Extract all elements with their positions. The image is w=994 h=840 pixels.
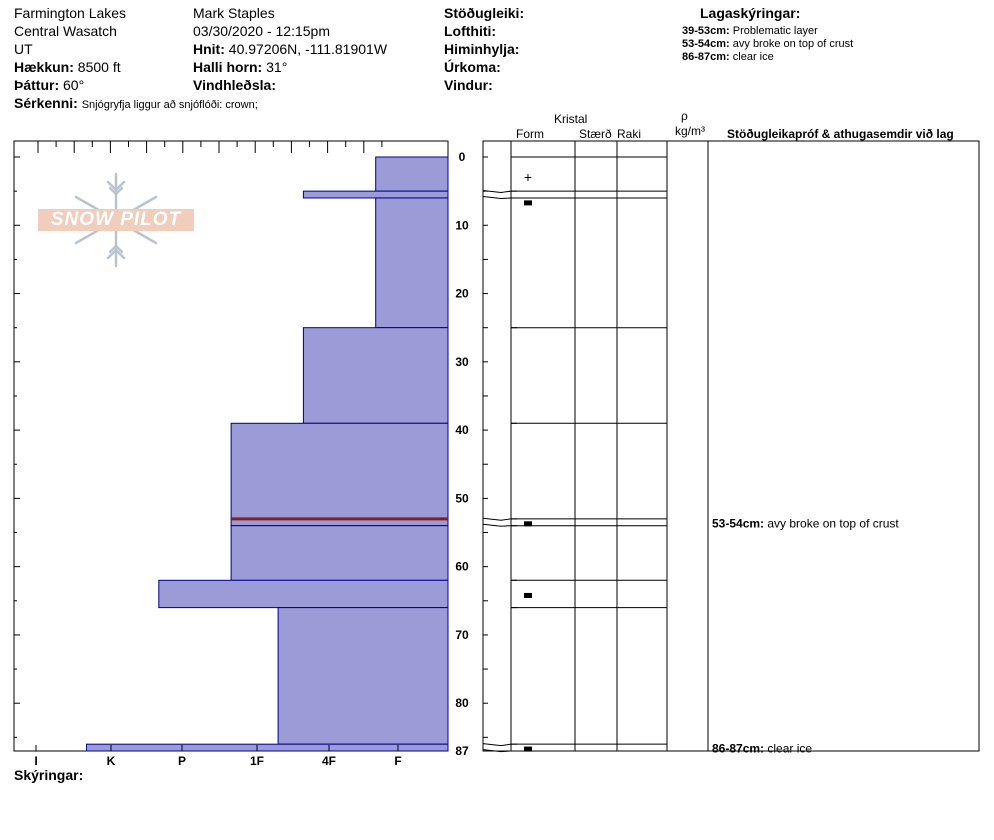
thin-layer-connector [483, 524, 511, 526]
legend-item-text: Problematic layer [732, 25, 818, 37]
hardness-category-label: 4F [321, 754, 337, 768]
grain-form-marker [524, 200, 532, 205]
hardness-category-label: K [106, 754, 116, 768]
hardness-layer-bar [376, 157, 448, 191]
density-symbol: ρ [681, 109, 688, 123]
tests-header: Stöðugleikapróf & athugasemdir við lag [727, 127, 954, 141]
legend-item-depth: 53-54cm: [682, 38, 730, 50]
hardness-layer-bar [87, 744, 449, 751]
layer-comment-depth: 53-54cm: [712, 516, 765, 531]
hardness-category-label: I [34, 754, 38, 768]
layer-comment [712, 742, 812, 756]
hardness-category-label: P [177, 754, 187, 768]
form-header: Form [516, 127, 544, 141]
range-name: Central Wasatch [14, 23, 117, 39]
depth-tick-label: 20 [455, 286, 469, 301]
coords-label: Hnit: [193, 41, 225, 57]
logo-text: SNOW PILOT [38, 209, 194, 231]
layer-comment [712, 516, 899, 530]
legend-item-depth: 39-53cm: [682, 25, 730, 37]
depth-tick-label: 50 [455, 491, 469, 506]
hardness-layer-bar [231, 526, 448, 581]
thin-layer-connector [483, 744, 511, 746]
aspect-label: Þáttur: [14, 77, 60, 93]
layer-comment-text: avy broke on top of crust [764, 516, 899, 531]
grain-form-marker [524, 521, 532, 526]
stability-label: Stöðugleiki: [444, 5, 525, 21]
air-temp-label: Lofthiti: [444, 23, 497, 39]
hardness-layer-bar [159, 580, 448, 607]
hardness-category-label: F [394, 754, 402, 768]
depth-tick-label: 80 [455, 696, 469, 711]
legend-item-text: clear ice [732, 51, 774, 63]
hardness-layer-bar [303, 191, 448, 198]
elevation-value: 8500 ft [77, 59, 121, 75]
depth-tick-label: 70 [455, 627, 469, 642]
density-unit: kg/m³ [675, 124, 705, 138]
precip-label: Úrkoma: [444, 59, 501, 75]
slope-label: Halli horn: [193, 59, 263, 75]
depth-tick-label: 0 [458, 150, 466, 164]
observer-name: Mark Staples [193, 5, 275, 21]
grain-form-marker [524, 747, 532, 752]
legend-item-text: avy broke on top of crust [732, 38, 854, 50]
slope-value: 31° [266, 59, 288, 75]
thin-layer-connector [483, 197, 511, 199]
size-header: Stærð [579, 127, 612, 141]
features-label: Sérkenni: [14, 95, 78, 111]
state-name: UT [14, 41, 33, 57]
hardness-layer-bar [376, 198, 448, 328]
depth-tick-label: 30 [455, 354, 469, 369]
layer-table-frame [483, 141, 979, 751]
elevation-label: Hækkun: [14, 59, 74, 75]
wind-loading-label: Vindhleðsla: [193, 77, 276, 93]
crystal-header: Kristal [554, 112, 588, 126]
features-value: Snjógryfja liggur að snjóflóði: crown; [81, 99, 258, 111]
grain-form-marker: + [523, 169, 533, 186]
hardness-layer-bar [231, 423, 448, 519]
wind-label: Vindur: [444, 77, 493, 93]
hardness-category-label: 1F [249, 754, 265, 768]
notes-label: Skýringar: [14, 767, 84, 783]
observation-datetime: 03/30/2020 - 12:15pm [193, 23, 330, 39]
depth-tick-label: 10 [455, 218, 469, 233]
hardness-layer-bar [278, 608, 448, 745]
hardness-layer-bar [303, 328, 448, 424]
layer-comment-depth: 86-87cm: [712, 741, 765, 756]
coords-value: 40.97206N, -111.81901W [228, 41, 388, 57]
legend-item-depth: 86-87cm: [682, 51, 730, 63]
location-name: Farmington Lakes [14, 5, 127, 21]
moisture-header: Raki [617, 127, 642, 141]
sky-label: Himinhylja: [444, 41, 520, 57]
legend-title: Lagaskýringar: [700, 5, 801, 21]
thin-layer-connector [483, 518, 511, 520]
layer-comment-text: clear ice [764, 741, 813, 756]
depth-tick-label: 60 [455, 559, 469, 574]
depth-tick-label: 87 [455, 744, 469, 758]
grain-form-marker [524, 593, 532, 598]
depth-tick-label: 40 [455, 423, 469, 438]
aspect-value: 60° [63, 77, 85, 93]
